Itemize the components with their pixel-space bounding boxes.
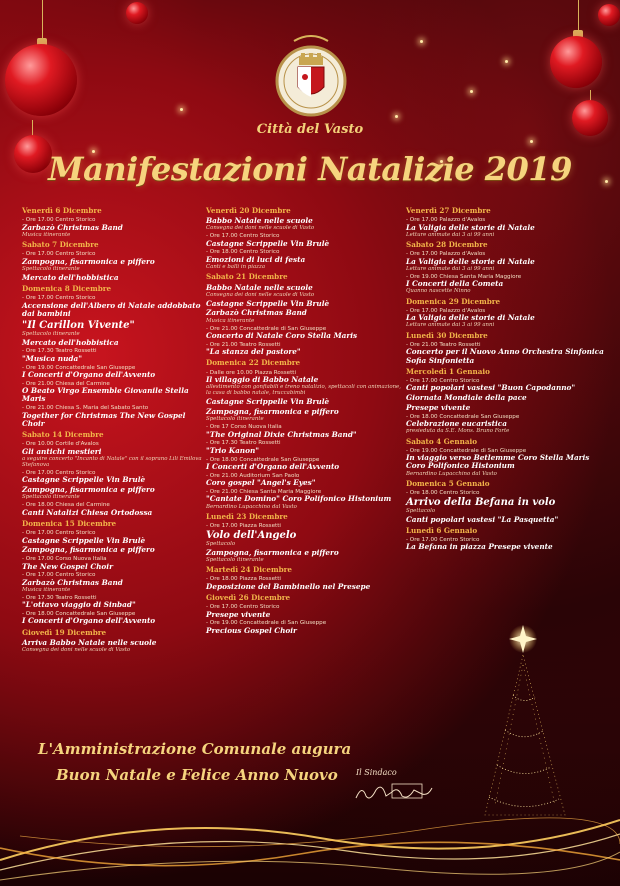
bauble-string [42, 0, 43, 40]
event-title: Babbo Natale nelle scuole [206, 282, 313, 292]
event-title: La Valigia delle storie di Natale [406, 256, 535, 266]
event-title: Canti popolari vastesi "Buon Capodanno" [406, 383, 576, 393]
event-item [206, 300, 406, 308]
event-item [22, 595, 207, 610]
event-title: I Concerti d'Organo dell'Avvento [22, 370, 156, 380]
event-item [22, 611, 207, 626]
event-item [206, 620, 406, 635]
event-title: "Trio Kanon" [206, 445, 260, 455]
event-title: Canti Natalizi Chiesa Ortodossa [22, 507, 153, 517]
day-heading: Domenica 22 Dicembre [206, 358, 301, 368]
day-heading: Lunedì 6 Gennaio [406, 525, 478, 535]
event-time: - Ore 17.00 Centro Storico [22, 470, 96, 477]
event-time: - Ore 18.00 Concattedrale San Giuseppe [22, 611, 136, 618]
column-1 [22, 204, 207, 653]
event-item [22, 441, 207, 468]
event-title: Zampogna, fisarmonica e piffero [206, 547, 339, 557]
event-subtitle: Musica itinerante [206, 317, 255, 324]
event-time: - Ore 18.00 Concattedrale San Giuseppe [206, 456, 320, 463]
event-title: Zampogna, fisarmonica e piffero [22, 256, 155, 266]
event-title: Together for Christmas The New Gospel Choir [22, 410, 186, 428]
event-item [406, 394, 606, 402]
event-item [206, 440, 406, 455]
event-item [406, 342, 606, 365]
day-heading: Domenica 15 Dicembre [22, 518, 117, 528]
event-item [406, 404, 606, 412]
event-time: - Ore 17.00 Centro Storico [22, 572, 96, 579]
event-subtitle: Quanno nascette Ninno [406, 288, 471, 295]
column-3 [406, 204, 606, 552]
day-heading: Domenica 29 Dicembre [406, 296, 501, 306]
event-title: "La stanza del pastore" [206, 347, 301, 357]
event-title: Castagne Scrippelle Vin Brulè [206, 238, 330, 248]
event-title: Castagne Scrippelle Vin Brulè [22, 535, 146, 545]
event-time: - Ore 17 Corso Nuova Italia [206, 424, 282, 431]
event-subtitle: Spettacolo itinerante [22, 330, 80, 337]
event-title: Zarbazò Christmas Band [206, 308, 307, 318]
event-item [22, 486, 207, 501]
day-block [406, 241, 606, 295]
event-item [22, 217, 207, 238]
event-item [206, 217, 406, 232]
event-subtitle: Bernardino Lupacchino dal Vasto [406, 470, 497, 477]
event-item [206, 549, 406, 564]
event-time: - Ore 19.00 Concattedrale di San Giuseppe [406, 447, 527, 454]
event-title: The New Gospel Choir [22, 561, 113, 571]
event-title: Zampogna, fisarmonica e piffero [22, 485, 155, 495]
day-heading: Sabato 14 Dicembre [22, 430, 104, 440]
event-subtitle: Spettacolo itinerante [22, 265, 80, 272]
event-item [206, 473, 406, 488]
city-crest-icon [272, 35, 350, 125]
event-time: - Ore 21.00 Chiesa del Carmine [22, 380, 110, 387]
event-time: - Ore 19.00 Concattedrale San Giuseppe [22, 364, 136, 371]
event-title: "L'ottavo viaggio di Sinbad" [22, 600, 136, 610]
event-item [206, 523, 406, 547]
day-heading: Mercoledì 1 Gennaio [406, 366, 490, 376]
event-item [406, 448, 606, 477]
day-block [22, 629, 207, 654]
day-heading: Lunedì 30 Dicembre [406, 330, 488, 340]
event-item [22, 639, 207, 654]
event-subtitle: Consegna dei doni nelle scuole di Vasto [206, 225, 315, 232]
day-block [22, 285, 207, 428]
day-heading: Lunedì 23 Dicembre [206, 511, 288, 521]
event-title: Gli antichi mestieri [22, 446, 102, 456]
event-time: - Ore 21.00 Teatro Rossetti [206, 341, 281, 348]
sparkle [530, 140, 533, 143]
event-item [406, 537, 606, 552]
sparkle [180, 108, 183, 111]
event-subtitle: Spettacolo itinerante [206, 416, 264, 423]
event-time: - Ore 17.00 Centro Storico [206, 604, 280, 611]
day-heading: Sabato 28 Dicembre [406, 240, 488, 250]
sparkle [420, 40, 423, 43]
event-title: Babbo Natale nelle scuole [206, 216, 313, 226]
event-time: - Ore 17.00 Centro Storico [22, 217, 96, 224]
event-title: Castagne Scrippelle Vin Brulè [206, 397, 330, 407]
day-block [206, 513, 406, 563]
event-time: - Ore 18.00 Piazza Rossetti [206, 576, 281, 583]
event-title: I Concerti della Cometa [406, 279, 504, 289]
event-item [22, 320, 207, 338]
event-subtitle: Musica itinerante [22, 231, 71, 238]
event-subtitle: Spettacolo [406, 507, 436, 514]
event-item [406, 308, 606, 329]
event-subtitle: Spettacolo itinerante [22, 494, 80, 501]
event-subtitle: Letture animate dai 3 ai 99 anni [406, 322, 495, 329]
event-time: - Ore 17.00 Centro Storico [22, 530, 96, 537]
event-subtitle: Musica itinerante [22, 586, 71, 593]
event-time: - Ore 18.00 Centro Storico [406, 490, 480, 497]
event-time: - Ore 18.00 Concattedrale San Giuseppe [406, 413, 520, 420]
event-subtitle: Consegna dei doni nelle scuole di Vasto [22, 647, 131, 654]
event-time: - Ore 18.00 Centro Storico [206, 249, 280, 256]
event-item [406, 490, 606, 514]
event-title: Volo dell'Angelo [206, 529, 297, 541]
event-item [406, 516, 606, 524]
day-block [206, 273, 406, 356]
event-time: - Ore 17.30 Teatro Rossetti [206, 440, 281, 447]
event-item [22, 572, 207, 593]
event-time: - Ore 17.00 Corso Nuova Italia [22, 556, 107, 563]
event-item [22, 470, 207, 485]
day-block [22, 241, 207, 282]
page-title: Manifestazioni Natalizie 2019 [48, 150, 572, 188]
event-time: - Ore 17.00 Palazzo d'Avalos [406, 251, 486, 258]
event-item [22, 381, 207, 404]
event-item [206, 249, 406, 270]
event-item [22, 295, 207, 318]
event-title: Precious Gospel Choir [206, 625, 297, 635]
day-block [22, 520, 207, 626]
event-time: - Ore 21.00 Teatro Rossetti [406, 341, 481, 348]
event-subtitle: Letture animate dai 3 ai 99 anni [406, 231, 495, 238]
event-time: - Ore 17.00 Centro Storico [206, 233, 280, 240]
event-time: - Ore 17.00 Centro Storico [406, 377, 480, 384]
event-subtitle: allestimento con gonfiabili e treno natalizio, spettacoli con animazione, la casa di babbo natale, truccabimbi [206, 384, 401, 397]
event-title: Zampogna, fisarmonica e piffero [22, 545, 155, 555]
day-block [406, 368, 606, 435]
event-item [206, 457, 406, 472]
event-item [206, 576, 406, 591]
event-item [206, 309, 406, 324]
event-time: - Ore 17.00 Palazzo d'Avalos [406, 217, 486, 224]
event-time: - Ore 19.00 Concattedrale di San Giuseppe [206, 620, 327, 627]
event-item [406, 251, 606, 272]
event-item [206, 342, 406, 357]
event-item [206, 424, 406, 439]
event-title: I Concerti d'Organo dell'Avvento [206, 462, 340, 472]
day-block [206, 566, 406, 591]
day-block [206, 207, 406, 270]
event-item [22, 405, 207, 428]
event-title: Mercato dell'hobbistica [22, 272, 119, 282]
bauble-icon [126, 2, 148, 24]
event-item [22, 530, 207, 545]
event-time: - Ore 17.30 Teatro Rossetti [22, 348, 97, 355]
event-title: Arrivo della Befana in volo [406, 496, 556, 508]
event-title: Zarbazò Christmas Band [22, 222, 123, 232]
event-time: - Dalle ore 10.00 Piazza Rossetti [206, 369, 297, 376]
event-title: I Concerti d'Organo dell'Avvento [22, 616, 156, 626]
day-block [22, 431, 207, 517]
bauble-icon [5, 44, 77, 116]
event-time: - Ore 17.00 Piazza Rossetti [206, 523, 281, 530]
event-subtitle: presieduta da S.E. Mons. Bruno Forte [406, 428, 510, 435]
day-heading: Venerdì 20 Dicembre [206, 206, 291, 215]
event-subtitle: a seguire concerto "Incanto di Natale" con il soprano Lili Emilova Stefanova [22, 455, 202, 469]
event-item [22, 274, 207, 282]
day-block [406, 480, 606, 524]
event-title: Coro gospel "Angel's Eyes" [206, 478, 316, 488]
event-time: - Ore 21.00 Auditorium San Paolo [206, 472, 300, 479]
event-time: - Ore 10.00 Cortile d'Avalos [22, 441, 99, 448]
event-title: Giornata Mondiale della pace [406, 393, 527, 403]
day-block [406, 332, 606, 365]
event-item [206, 408, 406, 423]
event-title: Concerto di Natale Coro Stella Maris [206, 330, 358, 340]
bauble-icon [550, 36, 602, 88]
event-item [22, 365, 207, 380]
event-item [406, 414, 606, 435]
event-item [406, 274, 606, 295]
city-name: Città del Vasto [256, 122, 364, 137]
event-title: Arriva Babbo Natale nelle scuole [22, 637, 157, 647]
event-time: - Ore 17.00 Centro Storico [406, 537, 480, 544]
event-item [206, 370, 406, 397]
day-heading: Domenica 8 Dicembre [22, 283, 112, 293]
event-title: Castagne Scrippelle Vin Brulè [22, 475, 146, 485]
event-item [206, 284, 406, 299]
day-heading: Venerdì 27 Dicembre [406, 206, 491, 215]
event-title: "The Original Dixie Christmas Band" [206, 429, 357, 439]
event-time: - Ore 19.00 Chiesa Santa Maria Maggiore [406, 273, 522, 280]
event-title: Celebrazione eucaristica [406, 419, 507, 429]
event-title: Castagne Scrippelle Vin Brulè [206, 298, 330, 308]
event-time: - Ore 21.00 Chiesa S. Maria del Sabato Santo [22, 405, 149, 412]
event-item [22, 348, 207, 363]
event-title: La Befana in piazza Presepe vivente [406, 542, 553, 552]
event-time: - Ore 21.00 Concattedrale di San Giuseppe [206, 325, 327, 332]
event-time: - Ore 17.30 Teatro Rossetti [22, 594, 97, 601]
event-subtitle: Letture animate dai 3 ai 99 anni [406, 265, 495, 272]
event-item [406, 378, 606, 393]
day-heading: Sabato 4 Gennaio [406, 436, 477, 446]
day-heading: Sabato 21 Dicembre [206, 272, 288, 282]
event-item [206, 326, 406, 341]
event-time: - Ore 17.00 Palazzo d'Avalos [406, 307, 486, 314]
event-item [206, 398, 406, 406]
sparkle [395, 115, 398, 118]
mayor-label: Il Sindaco [356, 768, 397, 777]
column-2 [206, 204, 406, 635]
event-item [22, 339, 207, 347]
event-title: Zampogna, fisarmonica e piffero [206, 407, 339, 417]
bauble-string [578, 0, 579, 32]
event-title: Presepe vivente [206, 609, 271, 619]
event-title: Mercato dell'hobbistica [22, 337, 119, 347]
event-title: Canti popolari vastesi "La Pasquetta" [406, 514, 559, 524]
day-block [406, 298, 606, 329]
event-subtitle: Spettacolo itinerante [206, 556, 264, 563]
day-heading: Giovedì 19 Dicembre [22, 627, 107, 637]
event-item [22, 546, 207, 554]
event-item [206, 604, 406, 619]
day-block [406, 207, 606, 238]
event-title: "Il Carillon Vivente" [22, 319, 135, 331]
event-title: "Musica nuda" [22, 353, 83, 363]
wish-line-1: L'Amministrazione Comunale augura [38, 740, 352, 758]
day-heading: Domenica 5 Gennaio [406, 478, 490, 488]
event-item [406, 217, 606, 238]
day-block [406, 527, 606, 552]
event-title: Deposizione del Bambinello nel Presepe [206, 581, 371, 591]
event-time: - Ore 17.00 Centro Storico [22, 295, 96, 302]
event-title: "Cantate Domino" Coro Polifonico Histonium [206, 494, 392, 504]
day-heading: Sabato 7 Dicembre [22, 240, 99, 250]
event-subtitle: Spettacolo [206, 540, 236, 547]
event-subtitle: Bernardino Lupacchino dal Vasto [206, 503, 297, 510]
event-item [22, 502, 207, 517]
sparkle [505, 60, 508, 63]
event-title: Emozioni di luci di festa [206, 254, 306, 264]
event-time: - Ore 18.00 Chiesa del Carmine [22, 502, 110, 509]
event-title: Il villaggio di Babbo Natale [206, 374, 319, 384]
event-title: In viaggio verso Betlemme Coro Stella Maris Coro Polifonico Histonium [406, 453, 590, 471]
event-item [22, 556, 207, 571]
event-item [206, 489, 406, 510]
day-block [406, 438, 606, 477]
event-subtitle: Consegna dei doni nelle scuole di Vasto [206, 291, 315, 298]
event-title: La Valigia delle storie di Natale [406, 222, 535, 232]
sparkle [470, 90, 473, 93]
event-item [206, 233, 406, 248]
event-title: Zarbazò Christmas Band [22, 577, 123, 587]
day-heading: Venerdì 6 Dicembre [22, 206, 102, 215]
event-subtitle: Canti e balli in piazza [206, 264, 266, 271]
day-block [206, 359, 406, 510]
day-block [206, 594, 406, 635]
event-time: - Ore 17.00 Centro Storico [22, 251, 96, 258]
day-heading: Martedì 24 Dicembre [206, 565, 292, 575]
bauble-icon [598, 4, 620, 26]
wish-line-2: Buon Natale e Felice Anno Nuovo [56, 766, 338, 784]
event-title: O Beato Virgo Ensemble Giovanile Stella Maris [22, 386, 189, 404]
event-item [22, 251, 207, 272]
event-title: La Valigia delle storie di Natale [406, 313, 535, 323]
day-heading: Giovedì 26 Dicembre [206, 592, 291, 602]
event-time: - Ore 21.00 Chiesa Santa Maria Maggiore [206, 489, 322, 496]
event-title: Accensione dell'Albero di Natale addobbato dai bambini [22, 300, 201, 318]
event-title: Concerto per il Nuovo Anno Orchestra Sinfonica Sofia Sinfonietta [406, 347, 604, 365]
light-swirls-decoration [0, 790, 620, 886]
event-title: Presepe vivente [406, 402, 471, 412]
day-block [22, 207, 207, 238]
